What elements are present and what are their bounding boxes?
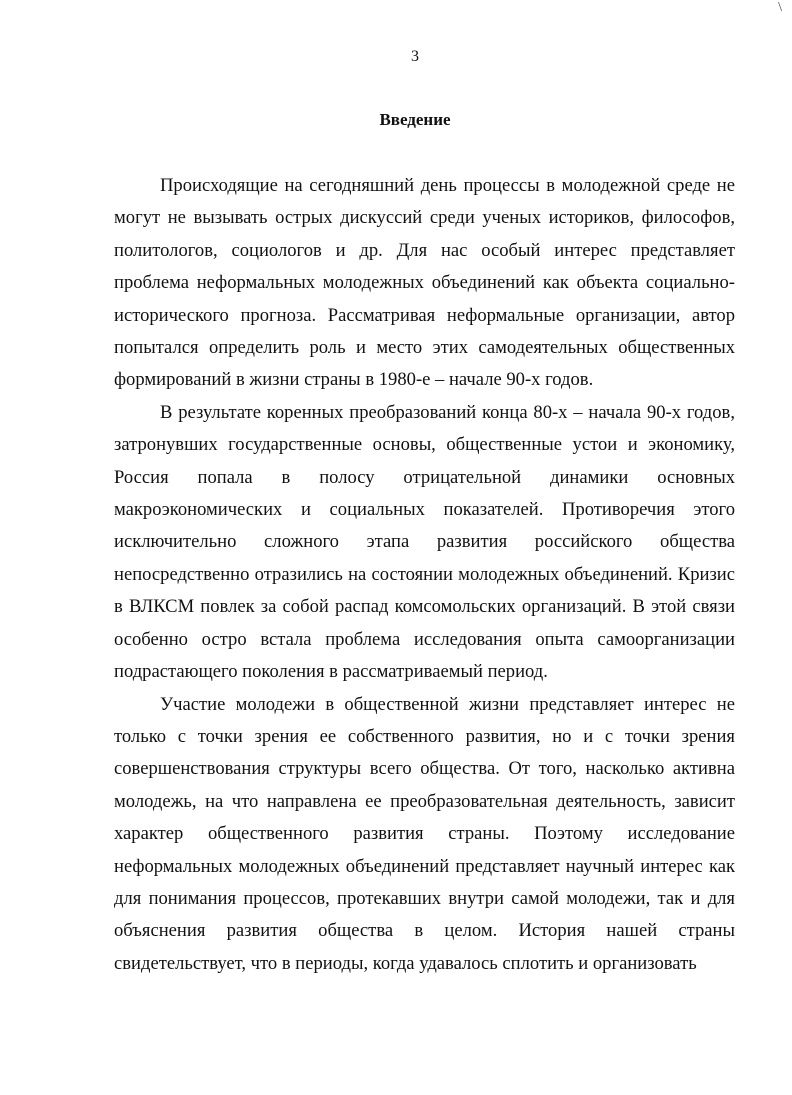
scan-artifact-mark: \ xyxy=(778,0,782,15)
paragraph-2: В результате коренных преобразований конца 80-х – начала 90-х годов, затронувших государственные основы, общественные устои и экономику, Россия попала в полосу отрицательной динамики основных макроэкономических и социальных показателей. Противоречия этого исключительно сложного этапа развития российского общества непосредственно отразились на состоянии молодежных объединений. Кризис в ВЛКСМ повлек за собой распад комсомольских организаций. В этой связи особенно остро встала проблема исследования опыта самоорганизации подрастающего поколения в рассматриваемый период. xyxy=(114,401,735,683)
body-text xyxy=(114,170,735,980)
paragraph-3: Участие молодежи в общественной жизни представляет интерес не только с точки зрения ее собственного развития, но и с точки зрения совершенствования структуры всего общества. От того, насколько активна молодежь, на что направлена ее преобразовательная деятельность, зависит характер общественного развития страны. Поэтому исследование неформальных молодежных объединений представляет научный интерес как для понимания процессов, протекавших внутри самой молодежи, так и для объяснения развития общества в целом. История нашей страны свидетельствует, что в периоды, когда удавалось сплотить и организовать xyxy=(114,693,735,974)
paragraph-1: Происходящие на сегодняшний день процессы в молодежной среде не могут не вызывать острых дискуссий среди ученых историков, философов, политологов, социологов и др. Для нас особый интерес представляет проблема неформальных молодежных объединений как объекта социально-исторического прогноза. Рассматривая неформальные организации, автор попытался определить роль и место этих самодеятельных общественных формирований в жизни страны в 1980-е – начале 90-х годов. xyxy=(114,175,735,391)
section-title: Введение xyxy=(379,110,451,129)
page-number: 3 xyxy=(411,48,419,65)
